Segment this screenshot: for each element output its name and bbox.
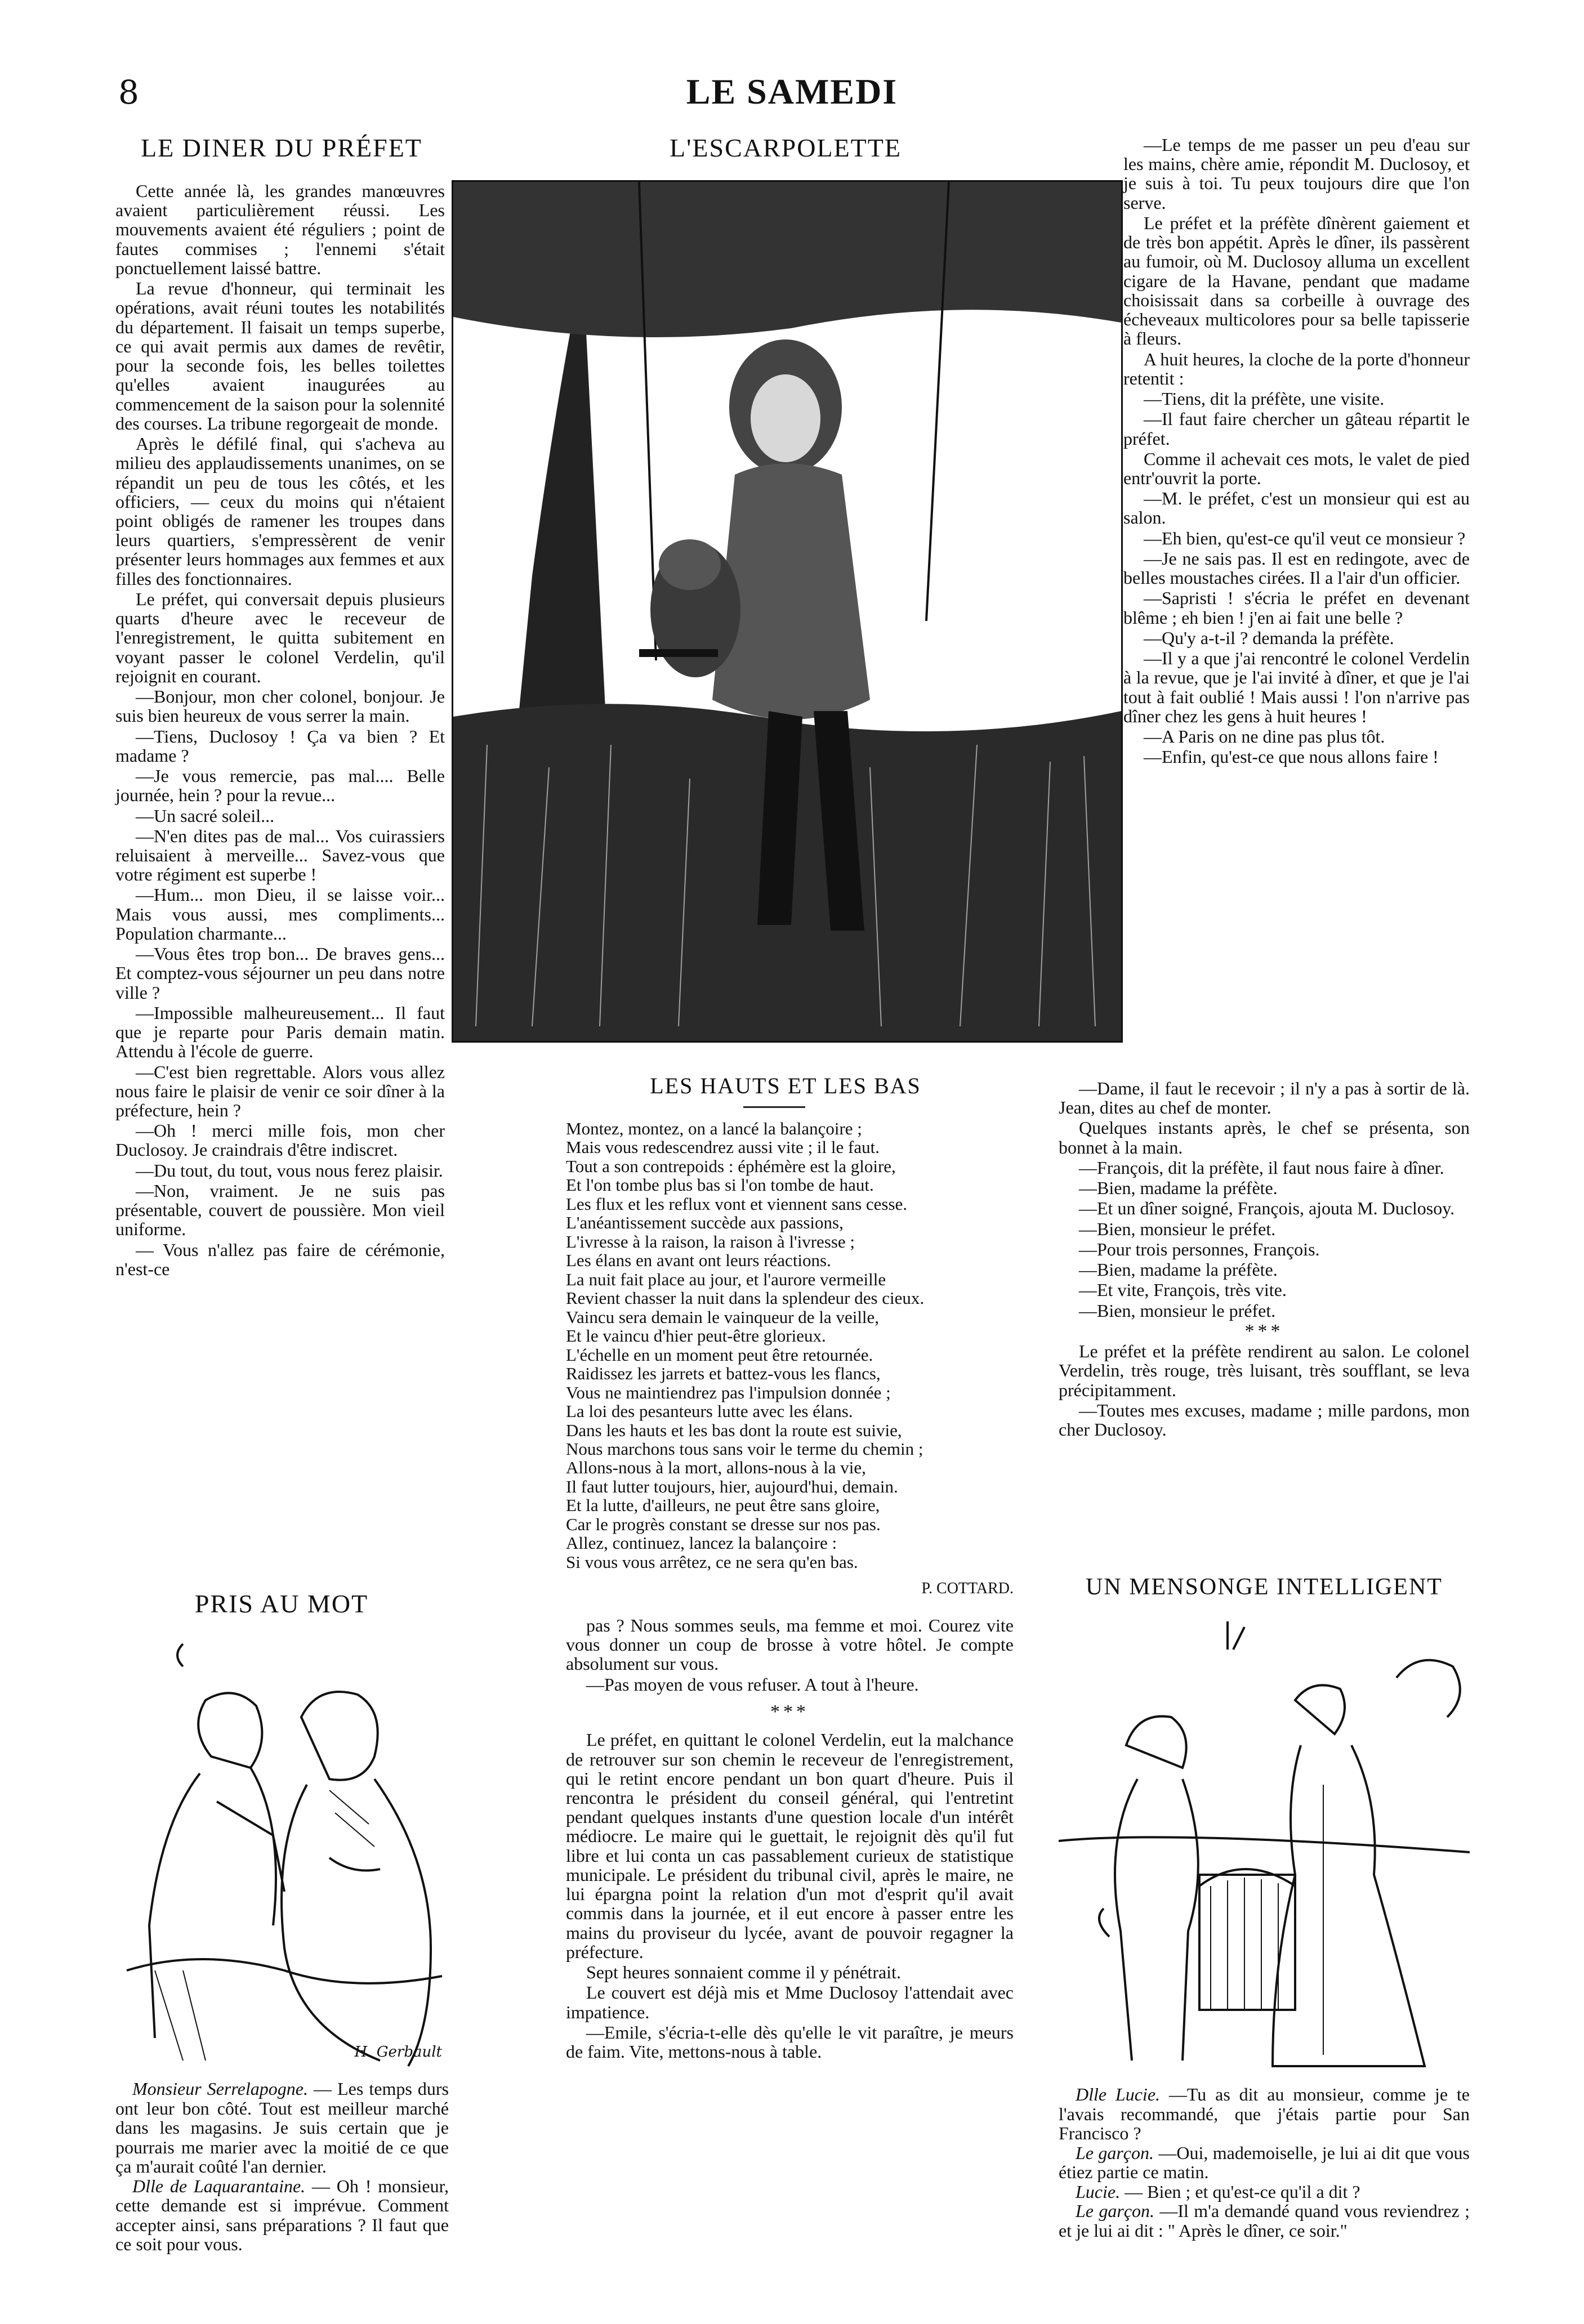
caption-line <box>1059 2182 1470 2202</box>
caption-line <box>115 2079 449 2176</box>
paragraph: pas ? Nous sommes seuls, ma femme et moi. Courez vite vous donner un coup de brosse à votre hôtel. Je compte absolument sur vous. <box>566 1615 1014 1674</box>
paragraph: —Non, vraiment. Je ne suis pas présentable, couvert de poussière. Mon vieil uniforme. <box>115 1180 445 1240</box>
paragraph: Le préfet et la préfète rendirent au salon. Le colonel Verdelin, très rouge, très luisant, très soufflant, se leva précipitamment. <box>1059 1341 1470 1400</box>
poem-line: Si vous vous arrêtez, ce ne sera qu'en bas. <box>566 1552 858 1572</box>
paragraph: —Bien, monsieur le préfet. <box>1079 1218 1276 1239</box>
hauts-title: LES HAUTS ET LES BAS <box>650 1073 921 1098</box>
poem-line: Allez, continuez, lancez la balançoire : <box>566 1533 837 1553</box>
paragraph: —Il y a que j'ai rencontré le colonel Verdelin à la revue, que je l'ai invité à dîner, et que je l'ai tout à fait oublié ! Mais aussi ! l'on n'arrive pas dîner chez les gens à huit heures ! <box>1123 648 1470 726</box>
paragraph: —Je vous remercie, pas mal.... Belle journée, hein ? pour la revue... <box>115 766 445 806</box>
paragraph: Quelques instants après, le chef se présenta, son bonnet à la main. <box>1059 1118 1470 1157</box>
paragraph: —Le temps de me passer un peu d'eau sur les mains, chère amie, répondit M. Duclosoy, et je suis à toi. Tu peux toujours dire que l'on serve. <box>1123 135 1470 213</box>
diner-title: LE DINER DU PRÉFET <box>141 133 422 162</box>
caption-line <box>1059 2143 1470 2182</box>
paragraph: Cette année là, les grandes manœuvres avaient particulièrement réussi. Les mouvements avaient été réguliers ; point de fautes commises ; l'ennemi s'était ponctuellement laissé battre. <box>115 181 445 278</box>
mensonge-illustration <box>1059 1616 1470 2077</box>
paragraph: —Sapristi ! s'écria le préfet en devenant blême ; eh bien ! j'en ai fait une belle ? <box>1123 588 1470 628</box>
pris-title: PRIS AU MOT <box>194 1589 369 1618</box>
speaker-text: — Les temps durs ont leur bon côté. Tout est meilleur marché dans les magasins. Je suis certain que je pourrais me marier avec la moitié de ce que ça m'aurait coûté l'an dernier. <box>115 2079 449 2177</box>
speaker-name: Dlle de Laquarantaine. <box>132 2175 306 2196</box>
poem-line: Allons-nous à la mort, allons-nous à la vie, <box>566 1458 866 1478</box>
couple-sketch <box>115 1633 448 2072</box>
page-number: 8 <box>118 73 139 111</box>
poem-line: Et l'on tombe plus bas si l'on tombe de haut. <box>566 1175 874 1195</box>
paragraph: —A Paris on ne dine pas plus tôt. <box>1144 726 1385 747</box>
caption-line <box>1059 2201 1470 2240</box>
paragraph: —Impossible malheureusement... Il faut que je reparte pour Paris demain matin. Attendu à l'école de guerre. <box>115 1002 445 1062</box>
poem-line: L'anéantissement succède aux passions, <box>566 1213 844 1233</box>
speaker-name: Dlle Lucie. <box>1076 2084 1161 2104</box>
speaker-name: Monsieur Serrelapogne. <box>132 2079 308 2099</box>
paragraph: Le préfet et la préfète dînèrent gaiement et de très bon appétit. Après le dîner, ils passèrent au fumoir, où M. Duclosoy alluma un excellent cigare de la Havane, pendant que madame choisissait dans sa corbeille à ouvrage des écheveaux multicolores pour sa belle tapisserie à fleurs. <box>1123 212 1470 349</box>
hauts-poem <box>566 1119 1011 1571</box>
paragraph: —Dame, il faut le recevoir ; il n'y a pas à sortir de là. Jean, dites au chef de monter. <box>1059 1078 1470 1118</box>
poem-line: Car le progrès constant se dresse sur nos pas. <box>566 1514 881 1534</box>
caption-line <box>115 2176 449 2254</box>
paragraph: —Bien, madame la préfète. <box>1079 1259 1278 1280</box>
paragraph: Après le défilé final, qui s'acheva au milieu des applaudissements unanimes, on se répandit un peu de tous les côtés, et les officiers, — ceux du moins qui n'étaient point obligés de ramener les troupes dans leurs quartiers, s'empressèrent de venir présenter leurs hommages aux femmes et aux filles des fonctionnaires. <box>115 433 445 589</box>
poem-line: Les élans en avant ont leurs réactions. <box>566 1250 831 1271</box>
speaker-text: — Oh ! monsieur, cette demande est si imprévue. Comment accepter ainsi, sans préparations ? Il faut que ce soit pour vous. <box>115 2175 449 2255</box>
escarpolette-illustration <box>452 180 1123 1043</box>
paragraph: Le préfet, qui conversait depuis plusieurs quarts d'heure avec le receveur de l'enregistrement, le quitta subitement en voyant passer le colonel Verdelin, qu'il rejoignit en courant. <box>115 588 445 686</box>
poem-line: Et le vaincu d'hier peut-être glorieux. <box>566 1326 826 1346</box>
paragraph: —François, dit la préfète, il faut nous faire à dîner. <box>1079 1157 1444 1178</box>
poem-line: Les flux et les reflux vont et viennent sans cesse. <box>566 1194 908 1214</box>
poem-line: Montez, montez, on a lancé la balançoire ; <box>566 1119 862 1138</box>
paragraph: —M. le préfet, c'est un monsieur qui est au salon. <box>1123 488 1470 528</box>
poem-line: L'ivresse à la raison, la raison à l'ivresse ; <box>566 1231 855 1252</box>
paragraph: —Il faut faire chercher un gâteau répartit le préfet. <box>1123 409 1470 449</box>
paragraph: —Enfin, qu'est-ce que nous allons faire ! <box>1144 747 1439 767</box>
poem-line: Il faut lutter toujours, hier, aujourd'hui, demain. <box>566 1476 898 1496</box>
paragraph: —Oh ! merci mille fois, mon cher Duclosoy. Je craindrais d'être indiscret. <box>115 1120 445 1160</box>
poem-line: Revient chasser la nuit dans la splendeur des cieux. <box>566 1288 925 1308</box>
diner-column-2-bottom <box>566 1616 1014 2062</box>
mensonge-title: UN MENSONGE INTELLIGENT <box>1086 1574 1443 1600</box>
paragraph: Sept heures sonnaient comme il y pénétrait. <box>586 1962 901 1983</box>
mensonge-caption <box>1059 2085 1470 2240</box>
paragraph: —Et vite, François, très vite. <box>1079 1280 1287 1300</box>
caption-line <box>1059 2085 1470 2143</box>
poem-line: Vaincu sera demain le vainqueur de la veille, <box>566 1307 880 1327</box>
title-rule <box>743 1106 805 1108</box>
speaker-name: Lucie. <box>1076 2181 1121 2202</box>
paragraph: —Tiens, dit la préfète, une visite. <box>1144 388 1385 409</box>
paragraph: —Toutes mes excuses, madame ; mille pardons, mon cher Duclosoy. <box>1059 1400 1470 1440</box>
paragraph: —Eh bien, qu'est-ce qu'il veut ce monsieur ? <box>1144 528 1466 548</box>
paragraph: —Du tout, du tout, vous nous ferez plaisir. <box>136 1160 443 1181</box>
speaker-text: —Oui, mademoiselle, je lui ai dit que vous étiez partie ce matin. <box>1059 2142 1470 2183</box>
diner-column-1 <box>115 181 445 1280</box>
paragraph: Le préfet, en quittant le colonel Verdelin, eut la malchance de retrouver sur son chemin le receveur de l'enregistrement, qui le retint encore pendant un bon quart d'heure. Puis il rencontra le président du conseil général, qui l'entretint pendant quelques instants d'une question locale d'un intérêt médiocre. Le maire qui le guettait, le rejoignit dès qu'il fut libre et lui conta un cas passablement curieux de statistique municipale. Le président du tribunal civil, après le maire, ne lui épargna point la relation d'un mot d'esprit qu'il avait commis dans la journée, et il eut encore à passer entre les mains du proviseur du lycée, avant de pouvoir regagner la préfecture. <box>566 1729 1014 1962</box>
diner-wide-continuation <box>1059 1079 1470 1440</box>
paragraph: —Vous êtes trop bon... De braves gens... Et comptez-vous séjourner un peu dans notre ville ? <box>115 944 445 1003</box>
paragraph: —C'est bien regrettable. Alors vous allez nous faire le plaisir de venir ce soir dîner à la préfecture, hein ? <box>115 1061 445 1121</box>
escarpolette-title: L'ESCARPOLETTE <box>670 133 902 162</box>
poem-line: Tout a son contrepoids : éphémère est la gloire, <box>566 1156 896 1176</box>
pris-illustration <box>115 1633 448 2072</box>
section-stars: *** <box>1244 1320 1284 1342</box>
paragraph: —Emile, s'écria-t-elle dès qu'elle le vit paraître, je meurs de faim. Vite, mettons-nous à table. <box>566 2022 1014 2062</box>
speaker-name: Le garçon. <box>1076 2201 1155 2222</box>
paragraph: A huit heures, la cloche de la porte d'honneur retentit : <box>1123 348 1470 388</box>
poem-line: Mais vous redescendrez aussi vite ; il le faut. <box>566 1137 880 1157</box>
paragraph: —Hum... mon Dieu, il se laisse voir... Mais vous aussi, mes compliments... Population charmante... <box>115 884 445 944</box>
section-stars: *** <box>770 1701 809 1722</box>
paragraph: —Je ne sais pas. Il est en redingote, avec de belles moustaches cirées. Il a l'air d'un officier. <box>1123 548 1470 588</box>
paragraph: Comme il achevait ces mots, le valet de pied entr'ouvrit la porte. <box>1123 448 1470 488</box>
speaker-text: — Bien ; et qu'est-ce qu'il a dit ? <box>1120 2181 1360 2202</box>
poem-line: L'échelle en un moment peut être retournée. <box>566 1344 873 1365</box>
paragraph: —Pour trois personnes, François. <box>1079 1239 1320 1259</box>
masthead: LE SAMEDI <box>686 71 898 111</box>
paragraph: Le couvert est déjà mis et Mme Duclosoy l'attendait avec impatience. <box>566 1982 1014 2022</box>
park-scene-sketch <box>1059 1616 1470 2077</box>
paragraph: —Bien, monsieur le préfet. <box>1079 1300 1276 1321</box>
paragraph: — Vous n'allez pas faire de cérémonie, n'est-ce <box>115 1239 445 1279</box>
speaker-text: —Tu as dit au monsieur, comme je te l'avais recommandé, que j'étais partie pour San Francisco ? <box>1059 2084 1470 2144</box>
poem-line: Nous marchons tous sans voir le terme du chemin ; <box>566 1438 923 1459</box>
speaker-text: —Il m'a demandé quand vous reviendrez ; et je lui ai dit : " Après le dîner, ce soir." <box>1059 2201 1470 2241</box>
swing-girl-engraving <box>453 182 1121 1041</box>
artist-signature: H. Gerbault <box>354 2044 442 2061</box>
poem-line: La nuit fait place au jour, et l'aurore vermeille <box>566 1269 886 1289</box>
paragraph: —Tiens, Duclosoy ! Ça va bien ? Et madame ? <box>115 726 445 766</box>
poem-author: P. COTTARD. <box>921 1580 1014 1597</box>
diner-column-3 <box>1123 135 1470 768</box>
poem-line: Vous ne maintiendrez pas l'impulsion donnée ; <box>566 1382 891 1402</box>
paragraph: —Pas moyen de vous refuser. A tout à l'heure. <box>586 1674 919 1695</box>
poem-line: Raidissez les jarrets et battez-vous les flancs, <box>566 1364 881 1384</box>
pris-caption <box>115 2079 449 2254</box>
paragraph: —Bien, madame la préfète. <box>1079 1178 1278 1199</box>
paragraph: —N'en dites pas de mal... Vos cuirassiers reluisaient à merveille... Savez-vous que votre régiment est superbe ! <box>115 825 445 885</box>
speaker-name: Le garçon. <box>1076 2142 1154 2163</box>
paragraph: —Un sacré soleil... <box>136 805 275 826</box>
poem-line: Dans les hauts et les bas dont la route est suivie, <box>566 1420 902 1440</box>
paragraph: —Bonjour, mon cher colonel, bonjour. Je suis bien heureux de vous serrer la main. <box>115 686 445 726</box>
paragraph: —Qu'y a-t-il ? demanda la préfète. <box>1144 627 1394 648</box>
poem-line: Et la lutte, d'ailleurs, ne peut être sans gloire, <box>566 1495 880 1516</box>
paragraph: La revue d'honneur, qui terminait les opérations, avait réuni toutes les notabilités du département. Il faisait un temps superbe, ce qui avait permis aux dames de revêtir, pour la seconde fois, les belles toilettes qu'elles avaient inaugurées au commencement de la saison pour la solennité des courses. La tribune regorgeait de monde. <box>115 278 445 433</box>
poem-line: La loi des pesanteurs lutte avec les élans. <box>566 1401 853 1422</box>
paragraph: —Et un dîner soigné, François, ajouta M. Duclosoy. <box>1079 1198 1455 1219</box>
